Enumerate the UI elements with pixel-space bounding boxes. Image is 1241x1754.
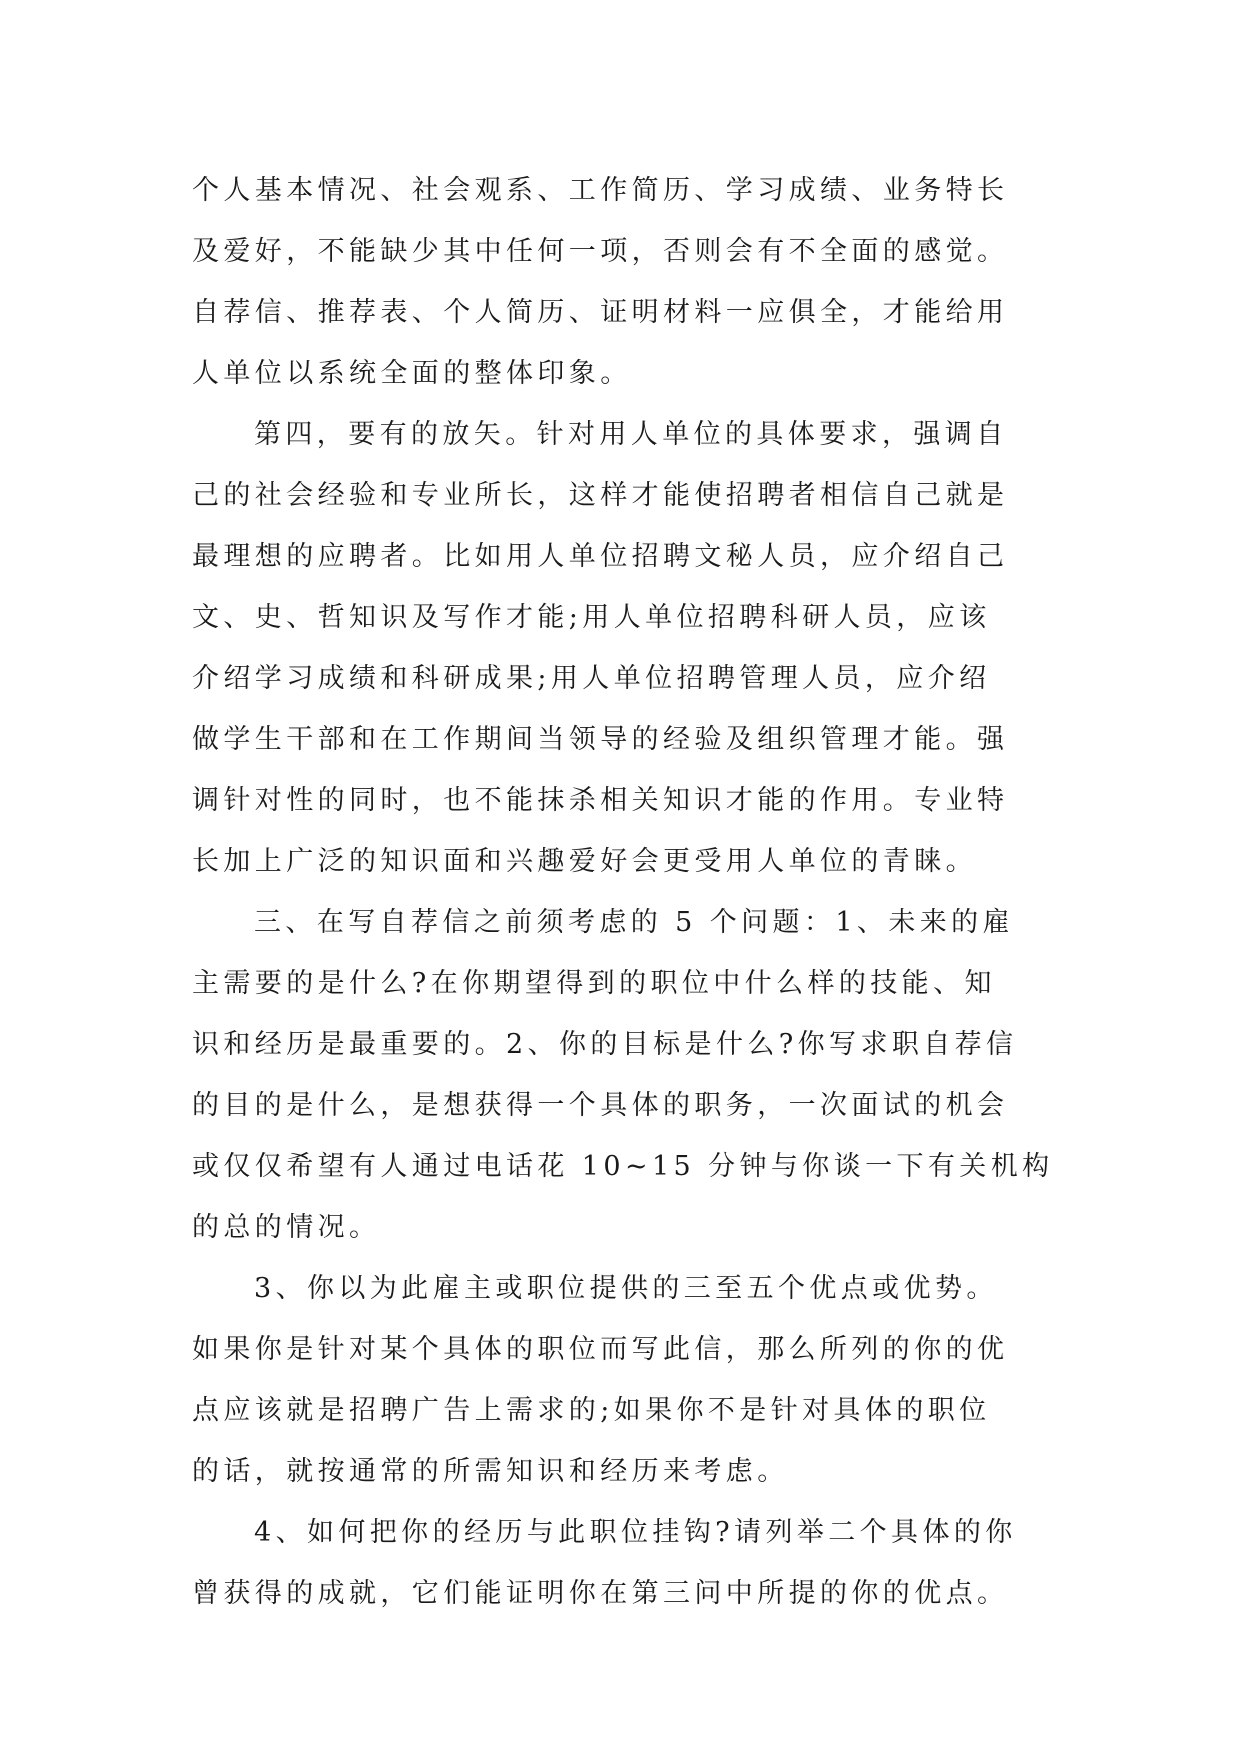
text-line: 及爱好，不能缺少其中任何一项，否则会有不全面的感觉。	[192, 236, 1009, 267]
text-line: 如果你是针对某个具体的职位而写此信，那么所列的你的优	[192, 1334, 1009, 1365]
text-line: 或仅仅希望有人通过电话花 10~15 分钟与你谈一下有关机构	[192, 1151, 1054, 1182]
document-body	[192, 160, 1058, 1624]
paragraph-start-line: 第四，要有的放矢。针对用人单位的具体要求，强调自	[254, 419, 1008, 450]
text-line: 识和经历是最重要的。2、你的目标是什么?你写求职自荐信	[192, 1029, 1018, 1060]
text-line: 自荐信、推荐表、个人简历、证明材料一应俱全，才能给用	[192, 297, 1009, 328]
text-line: 长加上广泛的知识面和兴趣爱好会更受用人单位的青睐。	[192, 846, 977, 877]
text-line: 主需要的是什么?在你期望得到的职位中什么样的技能、知	[192, 968, 996, 999]
text-line: 个人基本情况、社会观系、工作简历、学习成绩、业务特长	[192, 175, 1009, 206]
text-line: 做学生干部和在工作期间当领导的经验及组织管理才能。强	[192, 724, 1009, 755]
text-line: 的目的是什么，是想获得一个具体的职务，一次面试的机会	[192, 1090, 1009, 1121]
paragraph-start-line: 4、如何把你的经历与此职位挂钩?请列举二个具体的你	[254, 1517, 1017, 1548]
paragraph-start-line: 3、你以为此雇主或职位提供的三至五个优点或优势。	[254, 1273, 998, 1304]
text-line: 的总的情况。	[192, 1212, 381, 1243]
text-line: 己的社会经验和专业所长，这样才能使招聘者相信自己就是	[192, 480, 1009, 511]
paragraph-start-line: 三、在写自荐信之前须考虑的 5 个问题：1、未来的雇	[254, 907, 1014, 938]
text-line: 介绍学习成绩和科研成果;用人单位招聘管理人员，应介绍	[192, 663, 991, 694]
text-line: 曾获得的成就，它们能证明你在第三问中所提的你的优点。	[192, 1578, 1009, 1609]
text-line: 文、史、哲知识及写作才能;用人单位招聘科研人员，应该	[192, 602, 991, 633]
text-line: 调针对性的同时，也不能抹杀相关知识才能的作用。专业特	[192, 785, 1009, 816]
text-line: 最理想的应聘者。比如用人单位招聘文秘人员，应介绍自己	[192, 541, 1009, 572]
text-line: 人单位以系统全面的整体印象。	[192, 358, 632, 389]
text-line: 点应该就是招聘广告上需求的;如果你不是针对具体的职位	[192, 1395, 991, 1426]
text-line: 的话，就按通常的所需知识和经历来考虑。	[192, 1456, 789, 1487]
